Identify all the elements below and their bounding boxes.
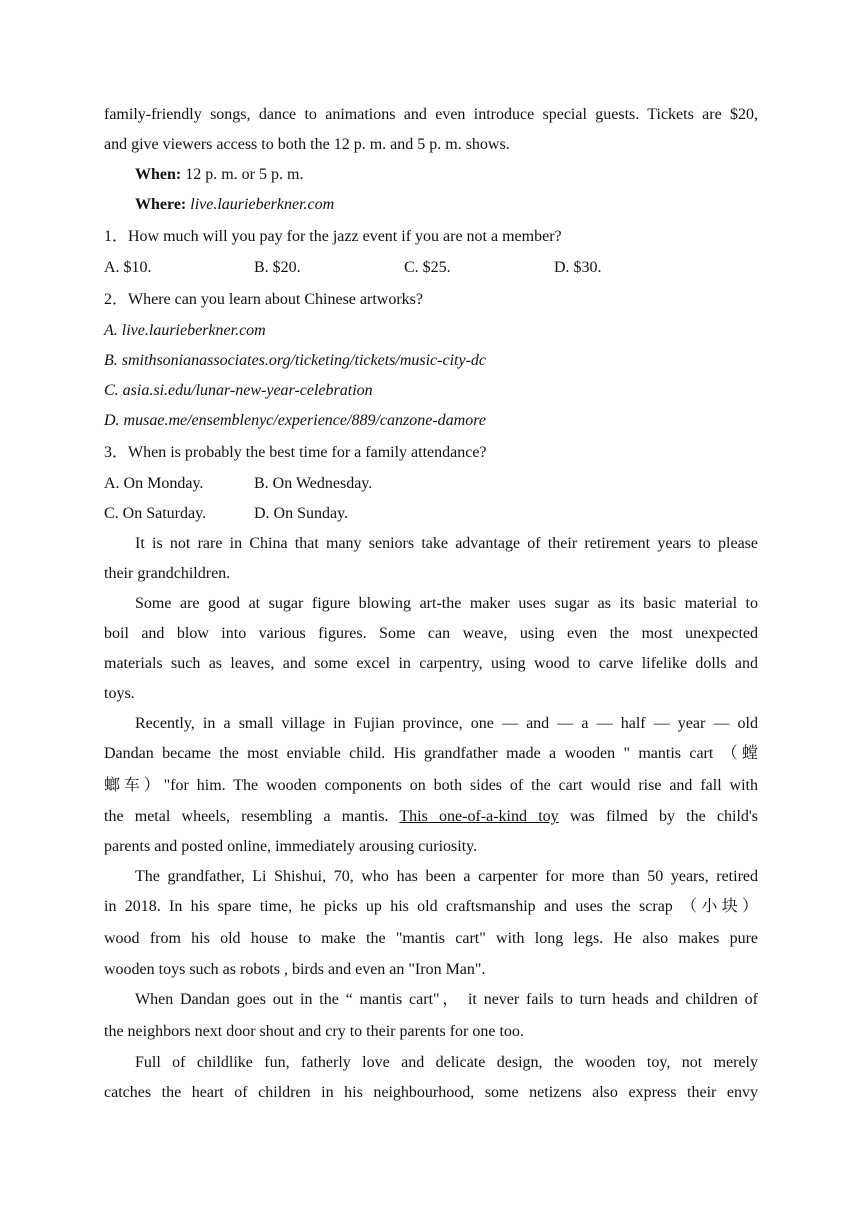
passage-line: toys. — [104, 685, 135, 702]
intro-line: family-friendly songs, dance to animations and even introduce special guests. Tickets are $20, — [104, 106, 758, 123]
passage-line: parents and posted online, immediately arousing curiosity. — [104, 838, 478, 855]
document-page — [104, 100, 758, 1108]
passage-line: materials such as leaves, and some excel in carpentry, using wood to carve lifelike dolls and — [104, 655, 758, 672]
passage-line: wooden toys such as robots , birds and even an "Iron Man". — [104, 961, 486, 978]
passage-line: When Dandan goes out in the “ mantis cart"， it never fails to turn heads and children of — [135, 991, 758, 1008]
when-label: When: — [135, 166, 182, 183]
intro-line: and give viewers access to both the 12 p. m. and 5 p. m. shows. — [104, 136, 510, 153]
event-when — [104, 160, 758, 190]
passage-text: was filmed by the child's — [569, 808, 758, 825]
passage-line: It is not rare in China that many seniors take advantage of their retirement years to please — [135, 535, 758, 552]
question-2-stem: 2．Where can you learn about Chinese artworks? — [104, 291, 423, 308]
passage-line: in 2018. In his spare time, he picks up his old craftsmanship and uses the scrap （小块） — [104, 898, 758, 915]
option: D. musae.me/ensemblenyc/experience/889/canzone-damore — [104, 412, 486, 429]
option: D. On Sunday. — [254, 505, 349, 522]
option: C. asia.si.edu/lunar-new-year-celebration — [104, 382, 373, 399]
option: B. smithsonianassociates.org/ticketing/tickets/music-city-dc — [104, 352, 486, 369]
question-3-options-row — [104, 499, 758, 529]
passage-line — [104, 802, 758, 832]
passage-text: the metal wheels, resembling a mantis. — [104, 808, 389, 825]
option: C. $25. — [404, 259, 451, 276]
passage-line: Recently, in a small village in Fujian province, one — and — a — half — year — old — [135, 715, 758, 732]
where-label: Where: — [135, 196, 187, 213]
passage-line: boil and blow into various figures. Some can weave, using even the most unexpected — [104, 625, 758, 642]
passage-line: wood from his old house to make the "mantis cart" with long legs. He also makes pure — [104, 930, 758, 947]
option: C. On Saturday. — [104, 505, 207, 522]
where-value: live.laurieberkner.com — [190, 196, 335, 213]
option: B. $20. — [254, 259, 301, 276]
underlined-phrase: This one-of-a-kind toy — [399, 808, 559, 825]
option: D. $30. — [554, 259, 602, 276]
passage-line: Some are good at sugar figure blowing art-the maker uses sugar as its basic material to — [135, 595, 758, 612]
event-where — [104, 190, 758, 220]
question-3-options-row — [104, 469, 758, 499]
passage-line: their grandchildren. — [104, 565, 231, 582]
passage-line: The grandfather, Li Shishui, 70, who has been a carpenter for more than 50 years, retired — [135, 868, 758, 885]
when-value: 12 p. m. or 5 p. m. — [185, 166, 304, 183]
option: A. live.laurieberkner.com — [104, 322, 266, 339]
question-1-options — [104, 253, 758, 283]
option: B. On Wednesday. — [254, 475, 373, 492]
passage-line: the neighbors next door shout and cry to their parents for one too. — [104, 1023, 524, 1040]
passage-line: 螂车）"for him. The wooden components on both sides of the cart would rise and fall with — [104, 777, 758, 794]
passage-line: Full of childlike fun, fatherly love and delicate design, the wooden toy, not merely — [135, 1054, 758, 1071]
question-3-stem: 3．When is probably the best time for a family attendance? — [104, 444, 487, 461]
passage-line: Dandan became the most enviable child. His grandfather made a wooden " mantis cart （螳 — [104, 745, 758, 762]
question-1-stem: 1．How much will you pay for the jazz event if you are not a member? — [104, 228, 562, 245]
option: A. $10. — [104, 259, 152, 276]
option: A. On Monday. — [104, 475, 204, 492]
passage-line: catches the heart of children in his neighbourhood, some netizens also express their envy — [104, 1084, 758, 1101]
